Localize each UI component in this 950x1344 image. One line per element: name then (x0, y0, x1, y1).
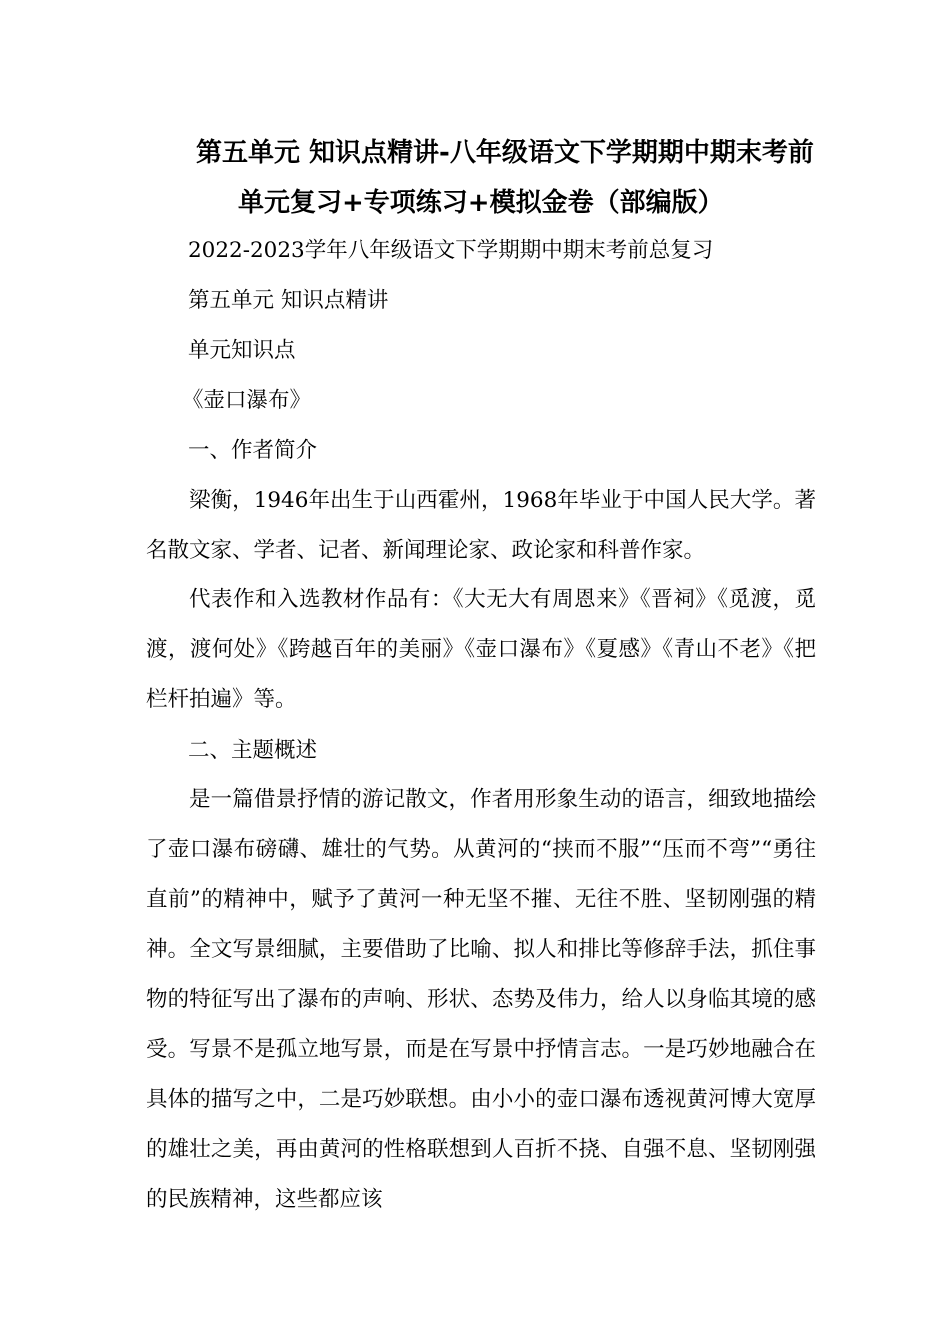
theme-paragraph: 是一篇借景抒情的游记散文，作者用形象生动的语言，细致地描绘了壶口瀑布磅礴、雄壮的气势。从黄河的“挟而不服”“压而不弯”“勇往直前”的精神中，赋予了黄河一种无坚不摧、无往不胜、坚韧刚强的精神。全文写景细腻，主要借助了比喻、拟人和排比等修辞手法，抓住事物的特征写出了瀑布的声响、形状、态势及伟力，给人以身临其境的感受。写景不是孤立地写景，而是在写景中抒情言志。一是巧妙地融合在具体的描写之中，二是巧妙联想。由小小的壶口瀑布透视黄河博大宽厚的雄壮之美，再由黄河的性格联想到人百折不挠、自强不息、坚韧刚强的民族精神，这些都应该 (146, 787, 816, 1212)
work-title: 《壶口瀑布》 (182, 388, 312, 413)
theme-heading: 二、主题概述 (188, 738, 318, 763)
section-heading: 单元知识点 (188, 338, 296, 363)
works-paragraph: 代表作和入选教材作品有：《大无大有周恩来》《晋祠》《觅渡，觅渡，渡何处》《跨越百年的美丽》《壶口瀑布》《夏感》《青山不老》《把栏杆拍遍》等。 (146, 587, 816, 712)
document-title-line-2: 单元复习+专项练习+模拟金卷（部编版） (238, 188, 724, 218)
subtitle: 2022-2023学年八年级语文下学期期中期末考前总复习 (188, 238, 714, 263)
unit-heading: 第五单元 知识点精讲 (188, 288, 389, 313)
document-title-line-1: 第五单元 知识点精讲-八年级语文下学期期中期末考前 (196, 138, 814, 168)
author-heading: 一、作者简介 (188, 438, 318, 463)
author-paragraph: 梁衡，1946年出生于山西霍州，1968年毕业于中国人民大学。著名散文家、学者、记者、新闻理论家、政论家和科普作家。 (146, 488, 816, 563)
